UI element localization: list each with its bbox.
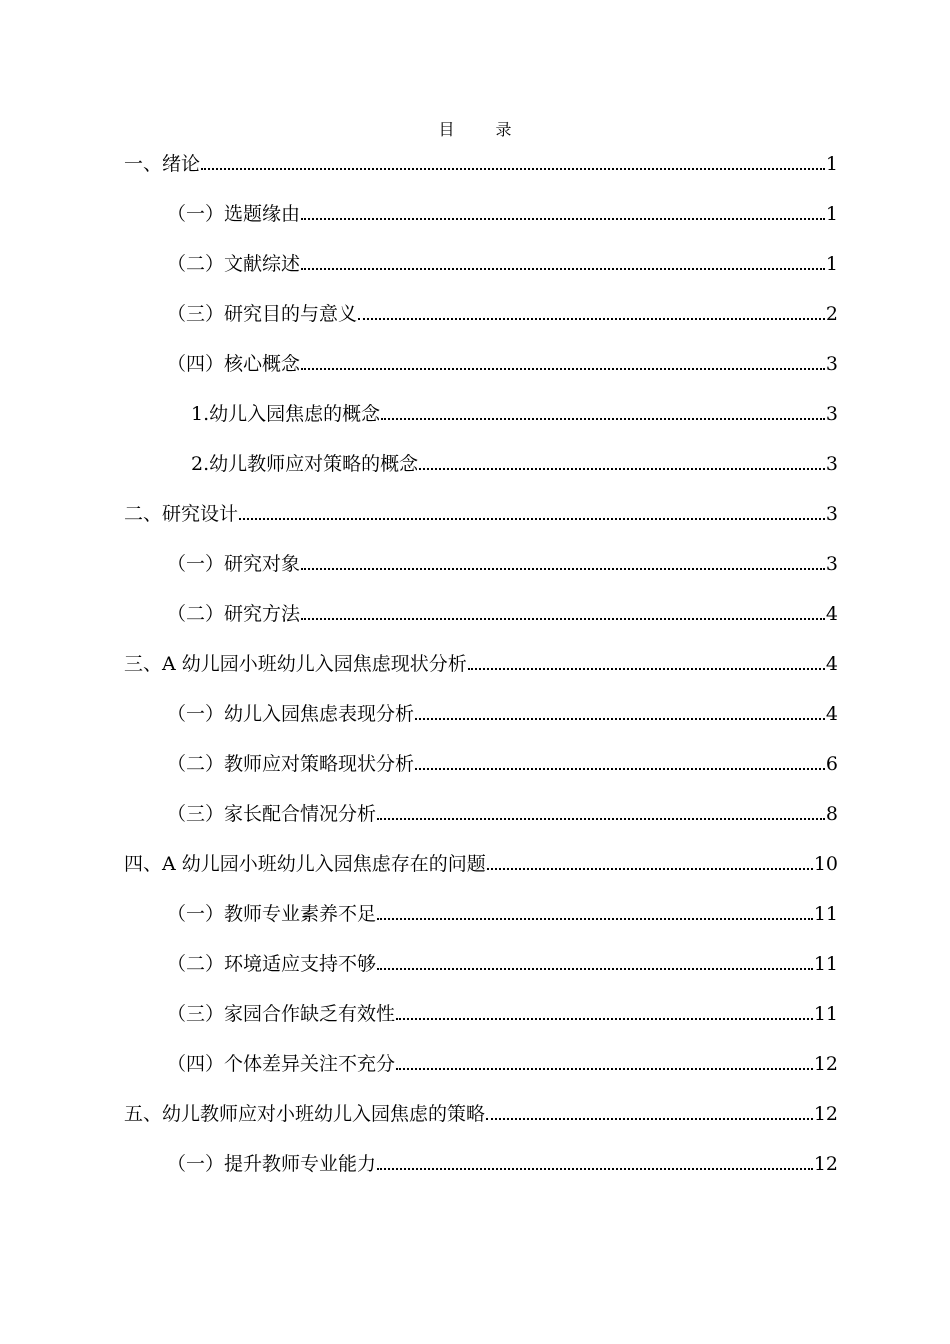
toc-entry[interactable] bbox=[124, 746, 838, 796]
toc-entry[interactable] bbox=[124, 546, 838, 596]
toc-entry[interactable] bbox=[124, 196, 838, 246]
toc-dot-leader bbox=[396, 1018, 813, 1020]
toc-dot-leader bbox=[381, 418, 825, 420]
toc-entry-label: （一）教师专业素养不足 bbox=[167, 903, 377, 925]
toc-entry[interactable] bbox=[124, 646, 838, 696]
toc-dot-leader bbox=[201, 168, 825, 170]
toc-entry[interactable] bbox=[124, 1146, 838, 1196]
toc-entry-label: 三、A 幼儿园小班幼儿入园焦虑现状分析 bbox=[124, 653, 467, 675]
toc-entry-label: 1.幼儿入园焦虑的概念 bbox=[191, 403, 381, 425]
toc-entry[interactable] bbox=[124, 396, 838, 446]
toc-entry-label: （四）核心概念 bbox=[167, 353, 301, 375]
toc-dot-leader bbox=[415, 768, 825, 770]
toc-page-number: 8 bbox=[825, 803, 838, 825]
toc-entry[interactable] bbox=[124, 946, 838, 996]
toc-entry-label: 一、绪论 bbox=[124, 153, 201, 175]
toc-entry[interactable] bbox=[124, 846, 838, 896]
toc-page-number: 10 bbox=[813, 853, 838, 875]
toc-entry-label: （二）研究方法 bbox=[167, 603, 301, 625]
toc-entry-label: （三）家园合作缺乏有效性 bbox=[167, 1003, 396, 1025]
toc-dot-leader bbox=[377, 968, 813, 970]
toc-dot-leader bbox=[486, 1118, 813, 1120]
toc-dot-leader bbox=[358, 318, 825, 320]
toc-page-number: 3 bbox=[825, 403, 838, 425]
toc-entry[interactable] bbox=[124, 296, 838, 346]
toc-dot-leader bbox=[396, 1068, 813, 1070]
toc-entry-label: （二）教师应对策略现状分析 bbox=[167, 753, 415, 775]
toc-dot-leader bbox=[377, 818, 825, 820]
toc-page-number: 11 bbox=[813, 903, 838, 925]
toc-dot-leader bbox=[301, 268, 825, 270]
toc-dot-leader bbox=[377, 1168, 813, 1170]
toc-entry-label: （一）提升教师专业能力 bbox=[167, 1153, 377, 1175]
toc-dot-leader bbox=[239, 518, 825, 520]
toc-page-number: 12 bbox=[813, 1103, 838, 1125]
table-of-contents bbox=[124, 146, 838, 1196]
toc-entry[interactable] bbox=[124, 346, 838, 396]
toc-entry[interactable] bbox=[124, 896, 838, 946]
toc-page-number: 2 bbox=[825, 303, 838, 325]
toc-entry[interactable] bbox=[124, 796, 838, 846]
toc-page-number: 1 bbox=[825, 153, 838, 175]
toc-dot-leader bbox=[487, 868, 813, 870]
toc-entry-label: （二）文献综述 bbox=[167, 253, 301, 275]
toc-entry-label: 五、幼儿教师应对小班幼儿入园焦虑的策略 bbox=[124, 1103, 486, 1125]
toc-entry[interactable] bbox=[124, 1096, 838, 1146]
toc-entry-label: 2.幼儿教师应对策略的概念 bbox=[191, 453, 419, 475]
toc-entry-label: （一）幼儿入园焦虑表现分析 bbox=[167, 703, 415, 725]
toc-entry-label: （一）选题缘由 bbox=[167, 203, 301, 225]
toc-entry[interactable] bbox=[124, 996, 838, 1046]
toc-page-number: 6 bbox=[825, 753, 838, 775]
toc-entry[interactable] bbox=[124, 696, 838, 746]
toc-dot-leader bbox=[301, 568, 825, 570]
toc-dot-leader bbox=[301, 618, 825, 620]
toc-dot-leader bbox=[415, 718, 825, 720]
toc-dot-leader bbox=[377, 918, 813, 920]
toc-page-number: 12 bbox=[813, 1153, 838, 1175]
toc-entry-label: （一）研究对象 bbox=[167, 553, 301, 575]
toc-page-number: 1 bbox=[825, 203, 838, 225]
toc-entry[interactable] bbox=[124, 246, 838, 296]
toc-page-number: 12 bbox=[813, 1053, 838, 1075]
toc-page-number: 4 bbox=[825, 653, 838, 675]
toc-page-number: 3 bbox=[825, 553, 838, 575]
toc-page-number: 3 bbox=[825, 453, 838, 475]
toc-page-number: 4 bbox=[825, 703, 838, 725]
toc-entry-label: （二）环境适应支持不够 bbox=[167, 953, 377, 975]
toc-entry[interactable] bbox=[124, 596, 838, 646]
toc-page-number: 4 bbox=[825, 603, 838, 625]
toc-dot-leader bbox=[419, 468, 825, 470]
toc-entry[interactable] bbox=[124, 496, 838, 546]
toc-page-number: 3 bbox=[825, 503, 838, 525]
toc-page-number: 1 bbox=[825, 253, 838, 275]
toc-page-number: 3 bbox=[825, 353, 838, 375]
toc-entry-label: 四、A 幼儿园小班幼儿入园焦虑存在的问题 bbox=[124, 853, 486, 875]
toc-entry-label: 二、研究设计 bbox=[124, 503, 239, 525]
toc-dot-leader bbox=[301, 218, 825, 220]
toc-page-number: 11 bbox=[813, 953, 838, 975]
toc-entry[interactable] bbox=[124, 146, 838, 196]
toc-entry[interactable] bbox=[124, 1046, 838, 1096]
toc-entry-label: （四）个体差异关注不充分 bbox=[167, 1053, 396, 1075]
toc-entry-label: （三）家长配合情况分析 bbox=[167, 803, 377, 825]
toc-entry[interactable] bbox=[124, 446, 838, 496]
toc-entry-label: （三）研究目的与意义 bbox=[167, 303, 358, 325]
toc-page-number: 11 bbox=[813, 1003, 838, 1025]
toc-dot-leader bbox=[468, 668, 825, 670]
toc-dot-leader bbox=[301, 368, 825, 370]
toc-title: 目 录 bbox=[438, 120, 530, 139]
